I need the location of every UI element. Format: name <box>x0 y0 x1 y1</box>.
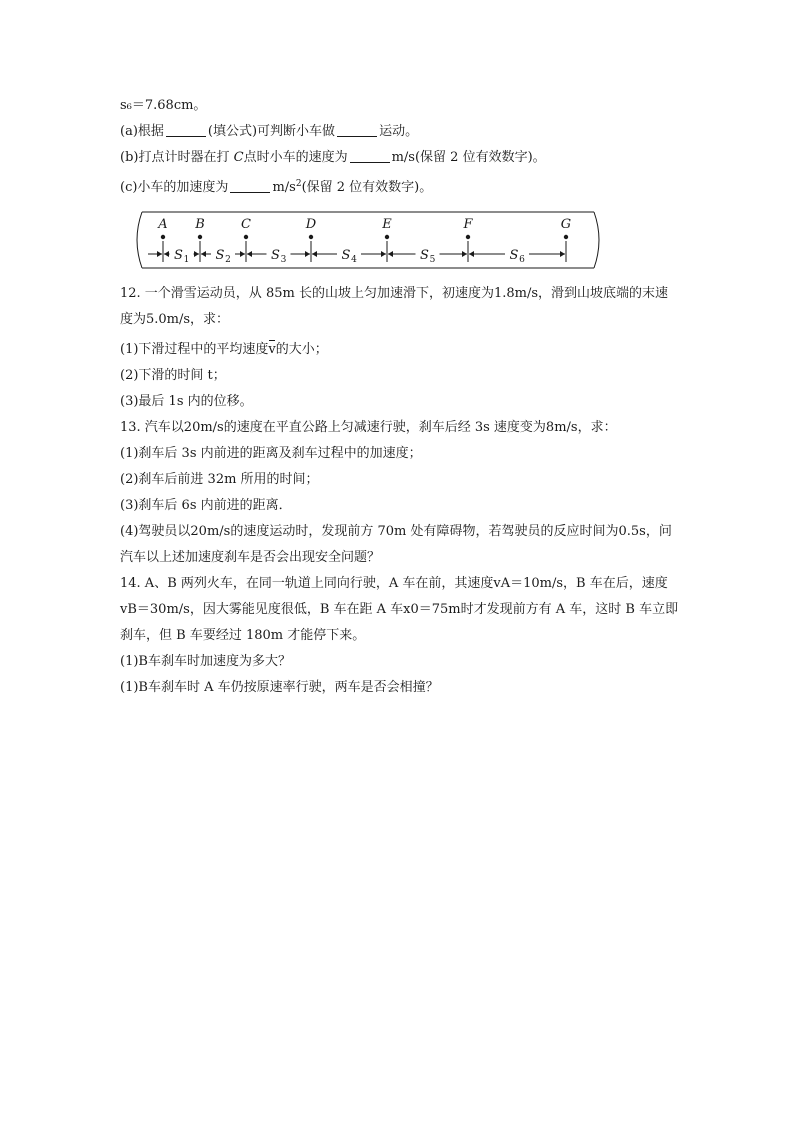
q11a-text-3: 运动。 <box>379 124 419 139</box>
q11b-text-1: (b)打点计时器在打 <box>120 150 230 165</box>
q14-text-2: vB＝30m/s，因大雾能见度很低，B 车在距 A 车x0＝75m时才发现前方有 A 车，这时 B 车立即 <box>120 602 679 617</box>
segment-label-s4: S <box>341 248 351 263</box>
tape-dot-b <box>198 235 202 239</box>
q11c-unit: m/s <box>272 180 296 195</box>
segment-label-s6: S <box>509 248 519 263</box>
segment-arrowhead-right-3 <box>305 251 310 257</box>
segment-label-s5: S <box>420 248 429 263</box>
tape-dot-e <box>385 235 389 239</box>
question-11b <box>120 148 546 168</box>
q11c-text-1: (c)小车的加速度为 <box>120 180 229 195</box>
q13-p1-text: (1)刹车后 3s 内前进的距离及刹车过程中的加速度； <box>120 446 422 461</box>
tape-dot-c <box>244 235 248 239</box>
q12-p1-text-2: 的大小； <box>275 342 328 357</box>
question-12-part1 <box>120 340 328 360</box>
q11a-text-2: (填公式)可判断小车做 <box>207 124 336 139</box>
question-12-line2 <box>120 310 229 330</box>
question-13-part4-line2 <box>120 548 380 568</box>
tape-right-edge <box>594 212 599 268</box>
q14-text-1: 14. A、B 两列火车，在同一轨道上同向行驶，A 车在前，其速度vA＝10m/s，B 车在后，速度 <box>120 576 668 591</box>
question-13-line1 <box>120 418 617 438</box>
tape-point-label-e: E <box>382 217 392 232</box>
segment-label-sub-6: 6 <box>519 255 525 265</box>
question-14-part2 <box>120 678 439 698</box>
question-13-part3 <box>120 496 292 516</box>
ticker-tape-svg <box>130 208 600 272</box>
q11a-text-1: (a)根据 <box>120 124 164 139</box>
segment-arrowhead-right-4 <box>381 251 386 257</box>
q12-text-1: 12. 一个滑雪运动员，从 85m 长的山坡上匀加速滑下，初速度为1.8m/s，滑到山坡底端的末速 <box>120 286 668 301</box>
tape-left-edge <box>137 212 142 268</box>
segment-arrowhead-right-2 <box>240 251 245 257</box>
tape-dot-d <box>309 235 313 239</box>
tape-point-label-d: D <box>305 217 317 232</box>
tape-lead-arrowhead <box>157 251 162 257</box>
question-12-part3 <box>120 392 253 412</box>
segment-arrowhead-left-5 <box>388 251 393 257</box>
question-14-line1 <box>120 574 668 594</box>
q12-p1-text-1: (1)下滑过程中的平均速度 <box>120 342 269 357</box>
segment-label-sub-4: 4 <box>351 255 357 265</box>
segment-label-s1: S <box>174 248 183 263</box>
segment-label-s2: S <box>215 248 225 263</box>
segment-label-sub-5: 5 <box>429 255 436 265</box>
question-11a <box>120 122 418 142</box>
ticker-tape-figure <box>130 208 600 272</box>
question-14-line2 <box>120 600 678 620</box>
q13-text-1: 13. 汽车以20m/s的速度在平直公路上匀减速行驶，刹车后经 3s 速度变为8m/s，求： <box>120 420 617 435</box>
segment-arrowhead-left-3 <box>247 251 252 257</box>
segment-label-s3: S <box>271 248 280 263</box>
answer-blank-b[interactable] <box>350 148 390 163</box>
q11b-text-2: 点时小车的速度为 <box>243 150 348 165</box>
question-11c <box>120 174 432 198</box>
segment-arrowhead-right-5 <box>462 251 467 257</box>
question-13-part2 <box>120 470 319 490</box>
answer-blank-a2[interactable] <box>337 122 377 137</box>
answer-blank-a1[interactable] <box>166 122 206 137</box>
tape-dot-f <box>466 235 470 239</box>
question-12-line1 <box>120 284 668 304</box>
q11b-text-3: m/s(保留 2 位有效数字)。 <box>391 150 546 165</box>
answer-blank-c[interactable] <box>230 178 270 193</box>
tape-point-label-a: A <box>158 217 168 232</box>
segment-label-sub-3: 3 <box>280 255 287 265</box>
s6-text: s₆＝7.68cm。 <box>120 98 207 113</box>
q12-p2-text: (2)下滑的时间 t； <box>120 368 226 383</box>
tape-point-label-f: F <box>463 217 473 232</box>
segment-arrowhead-left-2 <box>201 251 206 257</box>
q13-p2-text: (2)刹车后前进 32m 所用的时间； <box>120 472 319 487</box>
tape-dot-g <box>564 235 568 239</box>
q13-p4-text-2: 汽车以上述加速度刹车是否会出现安全问题？ <box>120 550 381 565</box>
q13-p4-text-1: (4)驾驶员以20m/s的速度运动时，发现前方 70m 处有障碍物，若驾驶员的反应时间为0.5s，问 <box>120 524 672 539</box>
tape-point-label-g: G <box>560 217 572 232</box>
question-13-part4-line1 <box>120 522 672 542</box>
q14-p2-text: (1)B车刹车时 A 车仍按原速率行驶，两车是否会相撞？ <box>120 680 439 695</box>
question-13-part1 <box>120 444 422 464</box>
segment-label-sub-2: 2 <box>225 255 231 265</box>
segment-arrowhead-left-6 <box>469 251 474 257</box>
s6-value-line <box>120 96 206 116</box>
segment-arrowhead-left-1 <box>164 251 169 257</box>
segment-arrowhead-right-1 <box>194 251 199 257</box>
q13-p3-text: (3)刹车后 6s 内前进的距离． <box>120 498 292 513</box>
q11c-text-2: (保留 2 位有效数字)。 <box>301 180 433 195</box>
q11c-unit-exp: 2 <box>295 179 302 189</box>
tape-point-label-c: C <box>241 217 251 232</box>
question-14-line3 <box>120 626 365 646</box>
tape-dot-a <box>161 235 165 239</box>
q12-text-2: 度为5.0m/s，求： <box>120 312 230 327</box>
question-12-part2 <box>120 366 226 386</box>
q14-p1-text: (1)B车刹车时加速度为多大？ <box>120 654 291 669</box>
q12-p3-text: (3)最后 1s 内的位移。 <box>120 394 253 409</box>
q11b-point-c: C <box>233 150 244 165</box>
q12-p1-vbar: v <box>268 340 275 360</box>
question-14-part1 <box>120 652 291 672</box>
segment-arrowhead-left-4 <box>312 251 317 257</box>
segment-label-sub-1: 1 <box>183 255 190 265</box>
q14-text-3: 刹车，但 B 车要经过 180m 才能停下来。 <box>120 628 366 643</box>
segment-arrowhead-right-6 <box>560 251 565 257</box>
tape-point-label-b: B <box>195 217 205 232</box>
